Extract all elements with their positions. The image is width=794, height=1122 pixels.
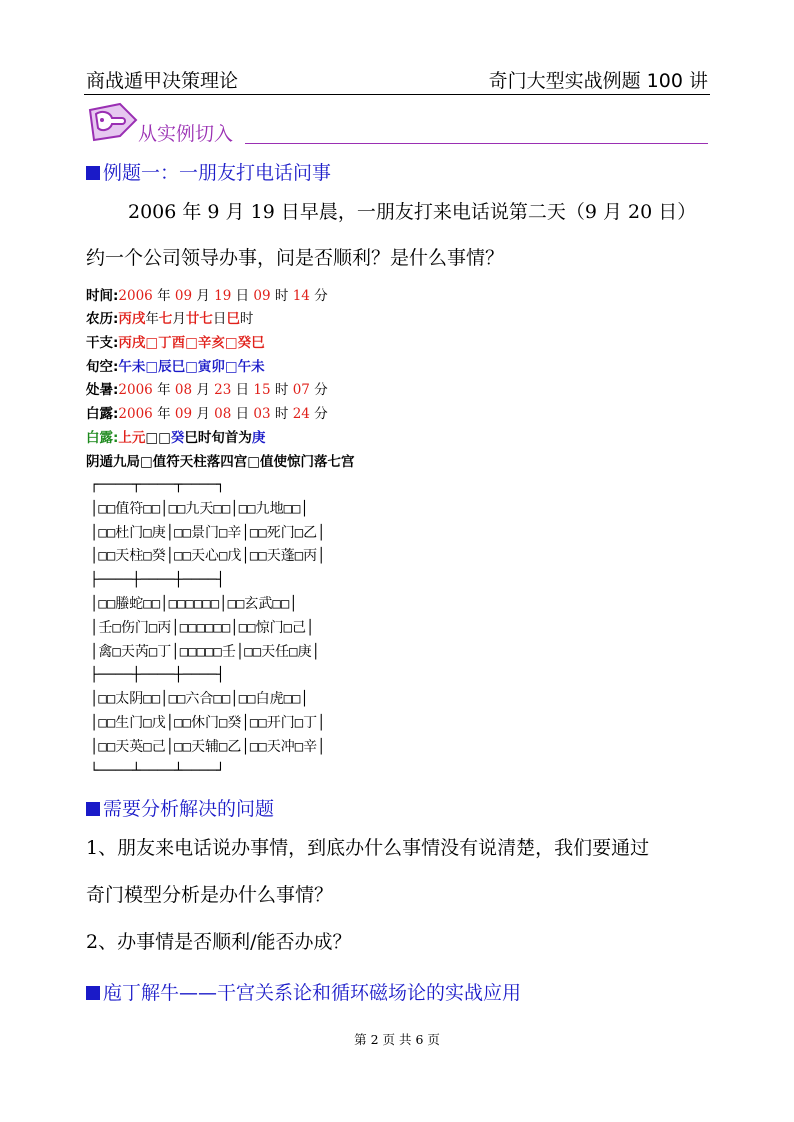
pan-line: │□□值符□□│□□九天□□│□□九地□□│ xyxy=(90,500,309,517)
info-time: 时间:2006 年 09 月 19 日 09 时 14 分 xyxy=(86,288,328,304)
analysis-q1-line2: 奇门模型分析是办什么事情？ xyxy=(86,884,334,906)
intro-underline xyxy=(245,143,708,144)
example-paragraph-line2: 约一个公司领导办事，问是否顺利？是什么事情？ xyxy=(86,247,505,269)
info-bailu-yuan: 白露:上元□□癸巳时旬首为庚 xyxy=(86,430,266,446)
example-heading xyxy=(86,158,331,185)
info-ganzhi: 干支:丙戌□丁酉□辛亥□癸巳 xyxy=(86,335,265,351)
pan-line: │□□天英□己│□□天辅□乙│□□天冲□辛│ xyxy=(90,738,326,755)
info-xunkong: 旬空:午未□辰巳□寅卯□午未 xyxy=(86,359,265,375)
pointing-hand-icon xyxy=(86,100,138,144)
pan-line: │□□螣蛇□□│□□□□□□│□□玄武□□│ xyxy=(90,595,298,612)
header-left-title: 商战遁甲决策理论 xyxy=(86,70,239,92)
info-chushu: 处暑:2006 年 08 月 23 日 15 时 07 分 xyxy=(86,382,328,398)
example-paragraph-line1: 2006 年 9 月 19 日早晨，一朋友打来电话说第二天（9 月 20 日） xyxy=(128,201,697,223)
solution-heading-text: 庖丁解牛——干宫关系论和循环磁场论的实战应用 xyxy=(103,982,522,1004)
page-number: 第 2 页 共 6 页 xyxy=(354,1032,440,1047)
pan-line: │□□太阴□□│□□六合□□│□□白虎□□│ xyxy=(90,691,309,708)
header-right-title: 奇门大型实战例题 100 讲 xyxy=(488,70,708,92)
pan-line: ├────┼────┼────┤ xyxy=(90,667,225,684)
analysis-q2: 2、办事情是否顺利/能否办成？ xyxy=(86,931,352,953)
solution-heading xyxy=(86,978,521,1005)
bullet-square-icon xyxy=(86,166,100,180)
pan-line: ┌────┬────┬────┐ xyxy=(90,477,225,493)
intro-title: 从实例切入 xyxy=(138,123,234,145)
pan-line: │壬□伤门□丙│□□□□□□│□□惊门□己│ xyxy=(90,619,315,636)
example-heading-text: 例题一：一朋友打电话问事 xyxy=(103,162,332,184)
pan-line: │禽□天芮□丁│□□□□□壬│□□天任□庚│ xyxy=(90,643,321,660)
bullet-square-icon xyxy=(86,986,100,1000)
qimen-pan-grid xyxy=(90,474,326,783)
info-ju: 阴遁九局□值符天柱落四宫□值使惊门落七宫 xyxy=(86,454,355,470)
info-bailu: 白露:2006 年 09 月 08 日 03 时 24 分 xyxy=(86,406,328,422)
analysis-heading xyxy=(86,794,274,821)
analysis-heading-text: 需要分析解决的问题 xyxy=(103,798,275,820)
bullet-square-icon xyxy=(86,802,100,816)
analysis-q1-line1: 1、朋友来电话说办事情，到底办什么事情没有说清楚，我们要通过 xyxy=(86,837,650,859)
pan-line: └────┴────┴────┘ xyxy=(90,762,225,779)
pan-line: │□□杜门□庚│□□景门□辛│□□死门□乙│ xyxy=(90,524,326,541)
header-divider xyxy=(84,94,710,95)
pan-line: │□□生门□戊│□□休门□癸│□□开门□丁│ xyxy=(90,714,326,731)
pan-line: ├────┼────┼────┤ xyxy=(90,572,225,589)
info-lunar: 农历:丙戌年七月廿七日巳时 xyxy=(86,311,254,327)
pan-line: │□□天柱□癸│□□天心□戊│□□天蓬□丙│ xyxy=(90,548,326,565)
